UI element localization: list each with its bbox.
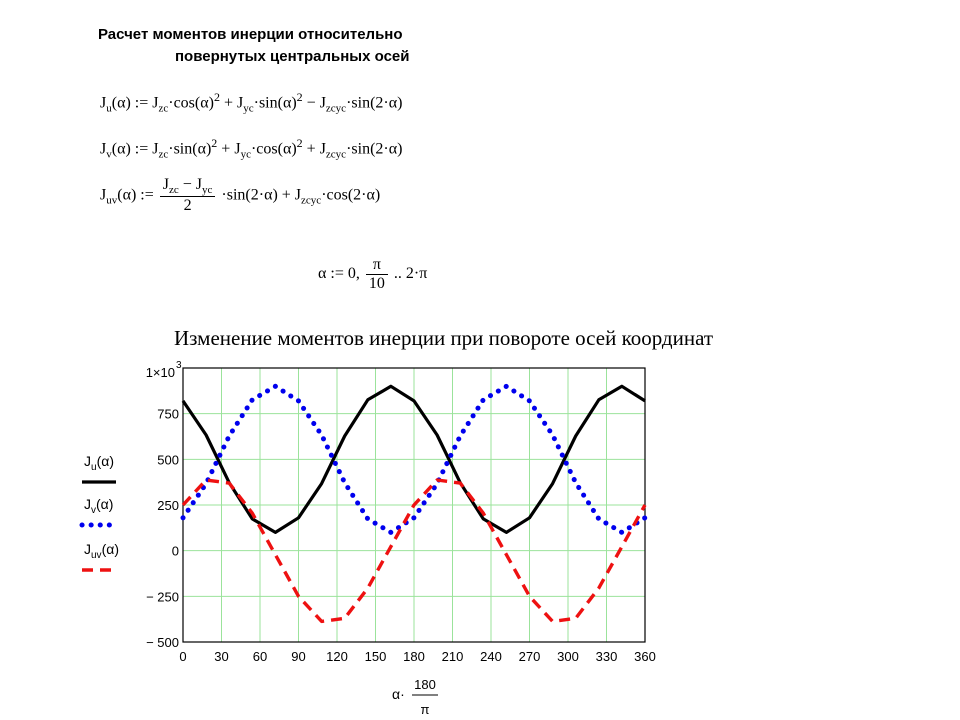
formula-alpha-range: α := 0, $\frac{\pi}{10}$ .. 2·π — [318, 256, 428, 292]
x-label-numerator: 180 — [414, 677, 436, 692]
x-tick-label: 120 — [326, 649, 348, 664]
formula-jv: $J_v(\alpha)$ := $J_{zc}\cdot\sin(\alpha)^2 + J_{yc}\cdot\cos(\alpha)^2 + J_{zcyc}\cdot\sin(2\cdot\alpha)$ — [100, 136, 403, 161]
y-tick-label: − 500 — [146, 635, 179, 650]
juv-fraction: $\frac{J_{zc} - J_{yc}}{2}$ — [160, 176, 216, 215]
x-tick-label: 300 — [557, 649, 579, 664]
heading-line1: Расчет моментов инерции относительно — [98, 26, 403, 43]
formula-juv: $J_{uv}(\alpha)$ := $\frac{J_{zc} - J_{yc}}{2}$ $\cdot\sin(2\cdot\alpha) + J_{zcyc}\cdot\cos(2\cdot\alpha)$ — [100, 176, 381, 215]
x-tick-label: 210 — [441, 649, 464, 664]
x-tick-label: 180 — [403, 649, 425, 664]
y-tick-label: − 250 — [146, 589, 179, 605]
y-tick-label: 250 — [157, 498, 179, 513]
alpha-fraction: $\frac{\pi}{10}$ — [366, 256, 388, 293]
y-tick-label: 0 — [171, 543, 179, 559]
legend-label-u: $J_u(\alpha)$ — [84, 453, 114, 473]
x-tick-label: 270 — [518, 649, 541, 664]
x-tick-label: 240 — [480, 649, 502, 664]
formula-ju: $J_u(\alpha)$ := $J_{zc}\cdot\cos(\alpha)^2 + J_{yc}\cdot\sin(\alpha)^2 - J_{zcyc}\cdot\sin(2\cdot\alpha)$ — [100, 90, 403, 115]
x-label-denominator: π — [420, 702, 430, 717]
x-tick-label: 360 — [634, 649, 656, 664]
x-tick-label: 150 — [364, 649, 387, 664]
y-tick-label: 500 — [157, 452, 179, 468]
x-tick-label: 90 — [291, 649, 306, 664]
x-label-prefix: α· — [392, 686, 405, 702]
y-tick-label-top: 1×10 — [145, 365, 175, 380]
x-tick-label: 0 — [179, 649, 187, 664]
legend-label-uv: $J_{uv}(\alpha)$ — [84, 541, 119, 561]
chart-title: Изменение моментов инерции при повороте осей координат — [174, 326, 714, 350]
x-tick-label: 30 — [214, 649, 229, 664]
y-tick-label: 750 — [157, 406, 179, 422]
heading-line2: повернутых центральных осей — [175, 48, 410, 65]
legend-label-v: $J_v(\alpha)$ — [84, 496, 114, 516]
x-tick-label: 330 — [595, 649, 618, 664]
x-tick-label: 60 — [252, 649, 268, 664]
y-tick-label-exp: 3 — [176, 360, 182, 371]
